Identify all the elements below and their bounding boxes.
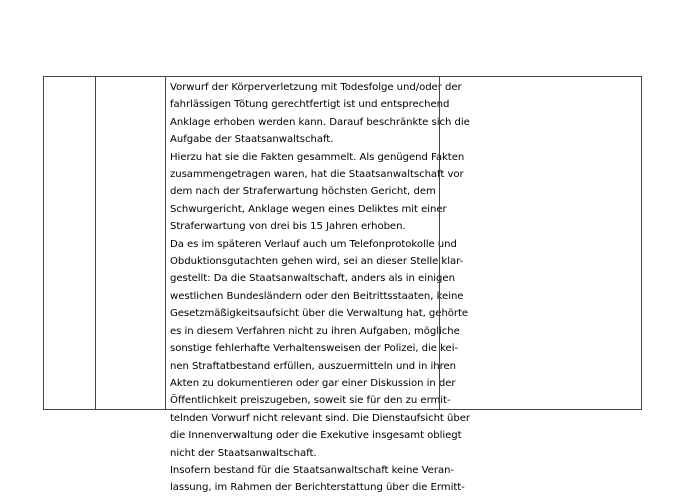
body-text (170, 79, 470, 497)
table-cell-column-1 (44, 77, 95, 409)
text-line: Gesetzmäßigkeitsaufsicht über die Verwaltung hat, gehörte (170, 308, 469, 320)
text-line: Aufgabe der Staatsanwaltschaft. (170, 134, 334, 146)
text-line: Obduktionsgutachten gehen wird, sei an dieser Stelle klar- (170, 256, 464, 268)
text-line: Schwurgericht, Anklage wegen eines Deliktes mit einer (170, 203, 447, 215)
table-cell-column-4 (439, 77, 641, 409)
text-line: zusammengetragen waren, hat die Staatsanwaltschaft vor (170, 169, 464, 181)
text-line: es in diesem Verfahren nicht zu ihren Aufgaben, mögliche (170, 325, 460, 337)
text-line: Vorwurf der Körperverletzung mit Todesfolge und/oder der (170, 82, 462, 93)
text-line: dem nach der Straferwartung höchsten Gericht, dem (170, 186, 436, 198)
text-line: Öffentlichkeit preiszugeben, soweit sie für den zu ermit- (170, 395, 451, 407)
text-line: Insofern bestand für die Staatsanwaltschaft keine Veran- (170, 464, 455, 476)
document-table (43, 76, 642, 494)
text-line: nen Straftatbestand erfüllen, auszuermitteln und in ihren (170, 360, 456, 372)
text-line: sonstige fehlerhafte Verhaltensweisen der Polizei, die kei- (170, 343, 459, 355)
text-line: Straferwartung von drei bis 15 Jahren erhoben. (170, 221, 406, 233)
text-line: Hierzu hat sie die Fakten gesammelt. Als genügend Fakten (170, 151, 465, 163)
text-line: Anklage erhoben werden kann. Darauf beschränkte sich die (170, 116, 470, 128)
text-line: nicht der Staatsanwaltschaft. (170, 447, 317, 459)
text-line: gestellt: Da die Staatsanwaltschaft, anders als in einigen (170, 273, 455, 285)
text-line: lassung, im Rahmen der Berichterstattung über die Ermitt- (170, 482, 465, 494)
table-cell-column-2 (95, 77, 165, 409)
table-cell-text (165, 77, 470, 494)
text-line: Akten zu dokumentieren oder gar einer Diskussion in der (170, 377, 456, 389)
text-line: fahrlässigen Tötung gerechtfertigt ist und entsprechend (170, 99, 450, 111)
text-line: die Innenverwaltung oder die Exekutive insgesamt obliegt (170, 430, 462, 442)
text-line: westlichen Bundesländern oder den Beitrittsstaaten, keine (170, 290, 464, 302)
text-line: telnden Vorwurf nicht relevant sind. Die Dienstaufsicht über (170, 412, 470, 424)
text-line: Da es im späteren Verlauf auch um Telefonprotokolle und (170, 238, 457, 250)
